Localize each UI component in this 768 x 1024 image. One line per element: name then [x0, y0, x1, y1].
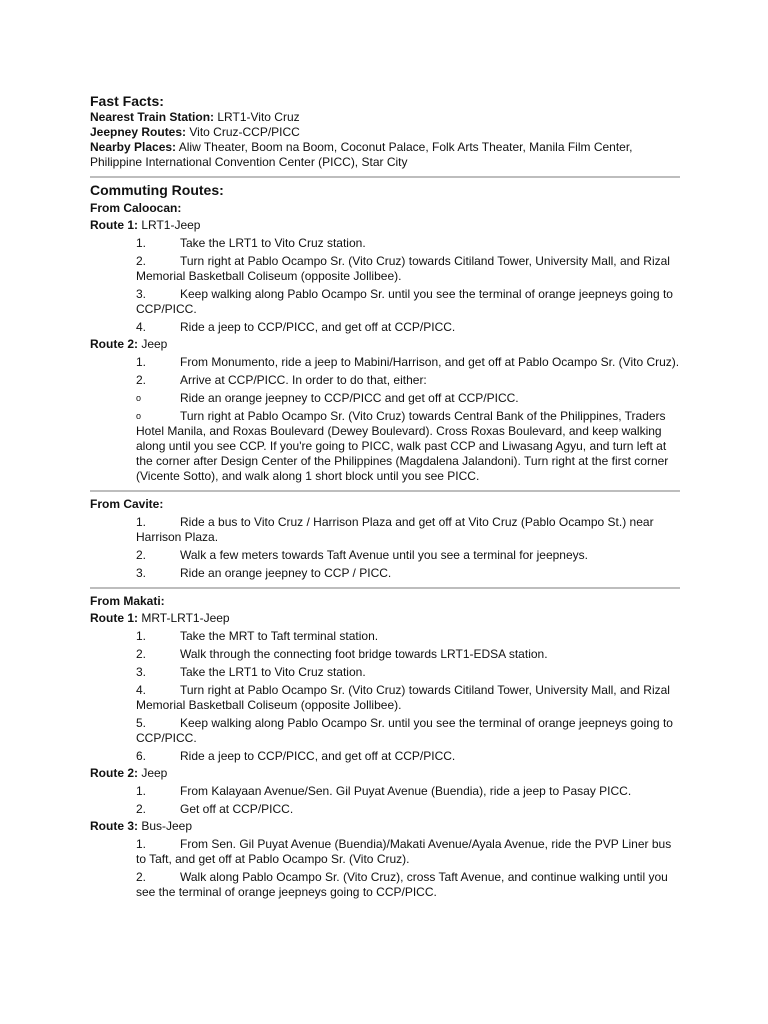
- step-item: [136, 548, 680, 563]
- step-text: Turn right at Pablo Ocampo Sr. (Vito Cruz) towards Citiland Tower, University Mall, and Rizal Memorial Basketball Coliseum (opposite Jollibee).: [136, 254, 670, 283]
- step-text: From Kalayaan Avenue/Sen. Gil Puyat Avenue (Buendia), ride a jeep to Pasay PICC.: [180, 784, 632, 798]
- caloocan-route-1: [90, 217, 680, 233]
- caloocan-route-2: [90, 336, 680, 352]
- commuting-routes-heading: Commuting Routes:: [90, 182, 224, 198]
- step-text: Walk through the connecting foot bridge towards LRT1-EDSA station.: [180, 647, 548, 661]
- nearest-train-station: [90, 110, 680, 125]
- step-text: Ride a jeep to CCP/PICC, and get off at CCP/PICC.: [180, 320, 456, 334]
- section-divider: [90, 490, 680, 492]
- step-item: [136, 355, 680, 370]
- fact-label: Jeepney Routes:: [90, 125, 187, 139]
- step-item: [136, 647, 680, 662]
- step-number: 3.: [136, 287, 147, 301]
- step-item: [136, 716, 680, 746]
- step-item: [136, 683, 680, 713]
- step-number: 1.: [136, 784, 147, 798]
- step-item: [136, 629, 680, 644]
- step-number: 1.: [136, 629, 147, 643]
- route-label: Route 3:: [90, 819, 138, 833]
- step-number: 2.: [136, 254, 147, 268]
- step-number: 2.: [136, 802, 147, 816]
- makati-route-1-steps: [90, 629, 680, 764]
- step-item: [136, 870, 680, 900]
- caloocan-route-2-options: [90, 391, 680, 484]
- step-text: Take the MRT to Taft terminal station.: [180, 629, 379, 643]
- from-caloocan-heading: From Caloocan:: [90, 201, 182, 215]
- step-text: From Monumento, ride a jeep to Mabini/Harrison, and get off at Pablo Ocampo Sr. (Vito Cruz).: [180, 355, 680, 369]
- option-item: [136, 409, 680, 484]
- option-text: Turn right at Pablo Ocampo Sr. (Vito Cruz) towards Central Bank of the Philippines, Traders Hotel Manila, and Roxas Boulevard (Dewey Boulevard). Cross Roxas Boulevard, and keep walking along until you see CCP. If you're going to PICC, walk past CCP and Liwasang Agyu, and turn left at the corner after Design Center of the Philippines (Magdalena Jalandoni). Turn right at the first corner (Vicente Sotto), and walk along 1 short block until you see PICC.: [136, 409, 669, 483]
- step-text: From Sen. Gil Puyat Avenue (Buendia)/Makati Avenue/Ayala Avenue, ride the PVP Liner bus to Taft, and get off at Pablo Ocampo Sr. (Vito Cruz).: [136, 837, 672, 866]
- step-item: [136, 254, 680, 284]
- route-value: MRT-LRT1-Jeep: [138, 611, 230, 625]
- step-number: 1.: [136, 355, 147, 369]
- bullet-marker: o: [136, 411, 142, 421]
- step-text: Ride an orange jeepney to CCP / PICC.: [180, 566, 392, 580]
- route-label: Route 2:: [90, 337, 138, 351]
- step-number: 5.: [136, 716, 147, 730]
- step-number: 4.: [136, 683, 147, 697]
- step-number: 4.: [136, 320, 147, 334]
- step-item: [136, 287, 680, 317]
- step-text: Walk along Pablo Ocampo Sr. (Vito Cruz), cross Taft Avenue, and continue walking until you see the terminal of orange jeepneys going to CCP/PICC.: [136, 870, 668, 899]
- step-item: [136, 837, 680, 867]
- step-number: 1.: [136, 837, 147, 851]
- step-number: 2.: [136, 647, 147, 661]
- step-item: [136, 749, 680, 764]
- route-value: Jeep: [138, 766, 168, 780]
- makati-route-3: [90, 818, 680, 834]
- makati-route-1: [90, 610, 680, 626]
- caloocan-route-1-steps: [90, 236, 680, 335]
- step-number: 3.: [136, 566, 147, 580]
- cavite-steps: [90, 515, 680, 581]
- step-text: Ride a bus to Vito Cruz / Harrison Plaza and get off at Vito Cruz (Pablo Ocampo St.) near Harrison Plaza.: [136, 515, 654, 544]
- makati-route-2-steps: [90, 784, 680, 817]
- step-text: Take the LRT1 to Vito Cruz station.: [180, 236, 366, 250]
- step-item: [136, 236, 680, 251]
- fact-value: LRT1-Vito Cruz: [214, 110, 300, 124]
- jeepney-routes: [90, 125, 680, 140]
- step-number: 2.: [136, 870, 147, 884]
- fact-label: Nearest Train Station:: [90, 110, 215, 124]
- step-text: Take the LRT1 to Vito Cruz station.: [180, 665, 366, 679]
- document-content: [90, 93, 680, 900]
- step-item: [136, 515, 680, 545]
- from-makati-heading: From Makati:: [90, 594, 165, 608]
- fact-value: Vito Cruz-CCP/PICC: [186, 125, 300, 139]
- route-label: Route 1:: [90, 218, 138, 232]
- step-item: [136, 566, 680, 581]
- step-number: 6.: [136, 749, 147, 763]
- fast-facts-heading: Fast Facts:: [90, 93, 164, 109]
- route-value: Bus-Jeep: [138, 819, 193, 833]
- route-value: Jeep: [138, 337, 168, 351]
- from-cavite-heading: From Cavite:: [90, 497, 164, 511]
- option-item: [136, 391, 680, 406]
- step-text: Keep walking along Pablo Ocampo Sr. until you see the terminal of orange jeepneys going to CCP/PICC.: [136, 287, 673, 316]
- makati-route-3-steps: [90, 837, 680, 900]
- option-text: Ride an orange jeepney to CCP/PICC and get off at CCP/PICC.: [180, 391, 519, 405]
- step-text: Get off at CCP/PICC.: [180, 802, 294, 816]
- bullet-marker: o: [136, 393, 142, 403]
- step-item: [136, 802, 680, 817]
- step-text: Arrive at CCP/PICC. In order to do that, either:: [180, 373, 427, 387]
- fact-value: Aliw Theater, Boom na Boom, Coconut Palace, Folk Arts Theater, Manila Film Center, Philippine International Convention Center (PICC), Star City: [90, 140, 633, 169]
- step-text: Ride a jeep to CCP/PICC, and get off at CCP/PICC.: [180, 749, 456, 763]
- route-value: LRT1-Jeep: [138, 218, 201, 232]
- route-label: Route 1:: [90, 611, 138, 625]
- step-text: Keep walking along Pablo Ocampo Sr. until you see the terminal of orange jeepneys going to CCP/PICC.: [136, 716, 673, 745]
- section-divider: [90, 176, 680, 178]
- step-number: 3.: [136, 665, 147, 679]
- section-divider: [90, 587, 680, 589]
- step-number: 2.: [136, 373, 147, 387]
- step-item: [136, 373, 680, 388]
- step-text: Turn right at Pablo Ocampo Sr. (Vito Cruz) towards Citiland Tower, University Mall, and Rizal Memorial Basketball Coliseum (opposite Jollibee).: [136, 683, 670, 712]
- step-item: [136, 320, 680, 335]
- makati-route-2: [90, 765, 680, 781]
- fact-label: Nearby Places:: [90, 140, 177, 154]
- caloocan-route-2-steps: [90, 355, 680, 388]
- step-text: Walk a few meters towards Taft Avenue until you see a terminal for jeepneys.: [180, 548, 588, 562]
- nearby-places: [90, 140, 680, 170]
- route-label: Route 2:: [90, 766, 138, 780]
- step-item: [136, 665, 680, 680]
- step-number: 2.: [136, 548, 147, 562]
- step-item: [136, 784, 680, 799]
- step-number: 1.: [136, 515, 147, 529]
- step-number: 1.: [136, 236, 147, 250]
